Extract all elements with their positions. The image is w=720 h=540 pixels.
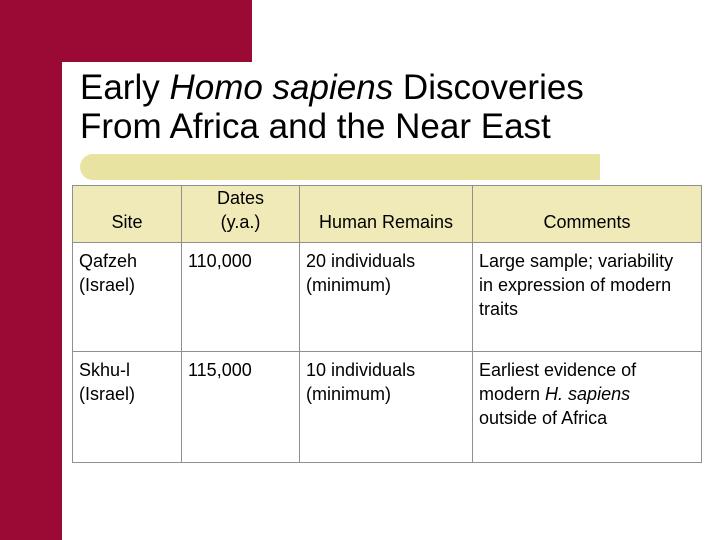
title-line2: From Africa and the Near East	[80, 107, 551, 146]
header-comments: Comments	[473, 186, 702, 243]
cell-remains: 10 individuals (minimum)	[300, 352, 473, 463]
table-row	[73, 243, 702, 352]
cell-comments: Large sample; variability in expression of modern traits	[473, 243, 702, 352]
comments-prefix: Earliest evidence of modern	[479, 360, 637, 404]
header-site: Site	[73, 186, 182, 243]
title-italic: Homo sapiens	[169, 68, 394, 107]
title-underline-bar	[80, 154, 600, 180]
discoveries-table	[72, 185, 702, 463]
maroon-side-bar	[0, 0, 62, 540]
comments-suffix: outside of Africa	[479, 408, 608, 428]
comments-italic: H. sapiens	[545, 384, 631, 404]
cell-dates: 110,000	[182, 243, 300, 352]
table-header-row	[73, 186, 702, 243]
cell-remains: 20 individuals (minimum)	[300, 243, 473, 352]
header-remains: Human Remains	[300, 186, 473, 243]
title-suffix: Discoveries	[393, 68, 584, 107]
cell-comments	[473, 352, 702, 463]
table-row	[73, 352, 702, 463]
cell-site: Skhu-l (Israel)	[73, 352, 182, 463]
slide-title	[80, 68, 700, 146]
title-prefix: Early	[80, 68, 170, 107]
cell-site: Qafzeh (Israel)	[73, 243, 182, 352]
header-dates: Dates (y.a.)	[182, 186, 300, 243]
cell-dates: 115,000	[182, 352, 300, 463]
